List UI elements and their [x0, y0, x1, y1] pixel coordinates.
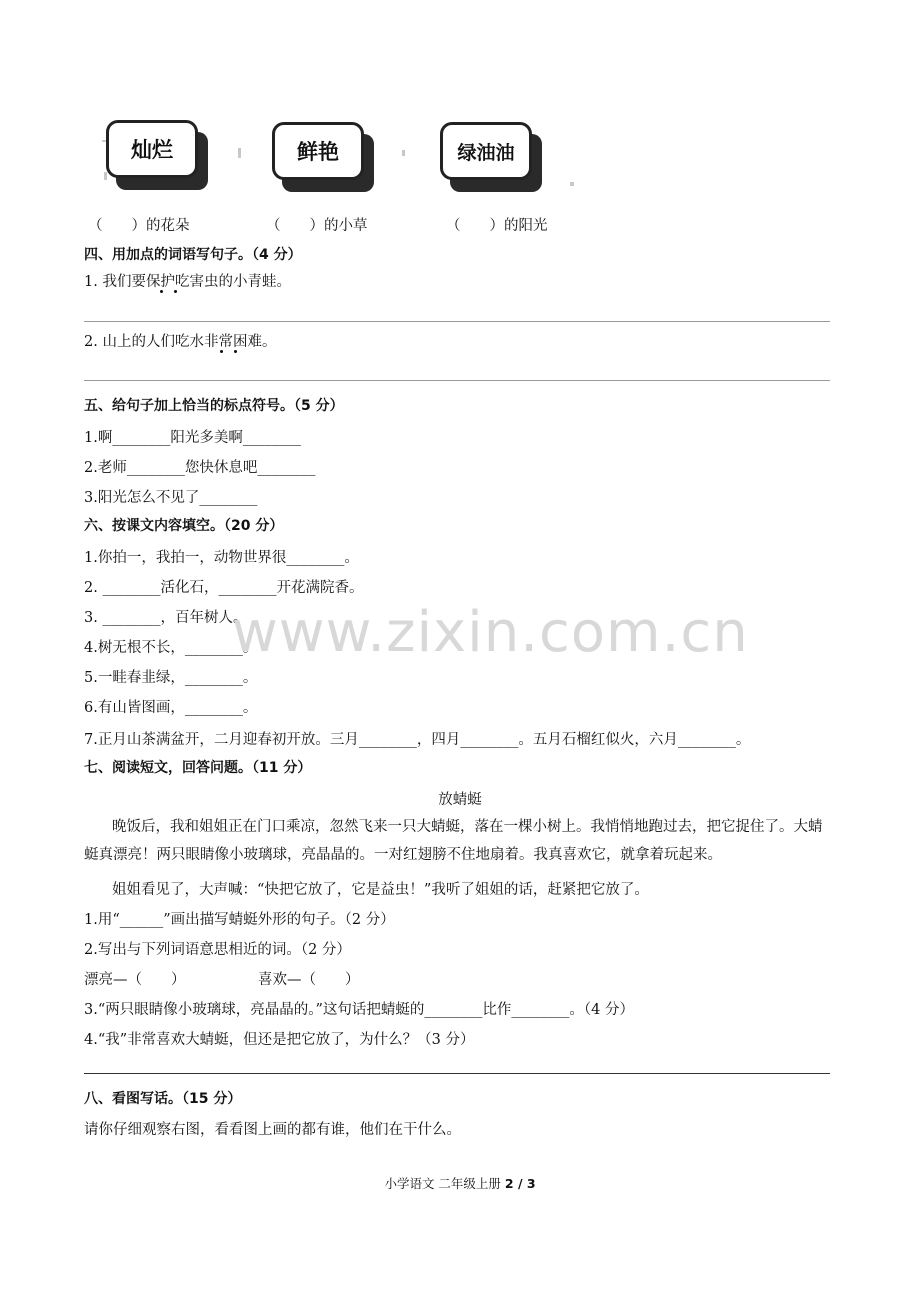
answer-line	[84, 321, 830, 322]
section-8-title: 八、看图写话。（15 分）	[84, 1091, 242, 1107]
emphasis-dot	[234, 350, 237, 353]
passage-paragraph-1: 晚饭后，我和姐姐正在门口乘凉，忽然飞来一只大蜻蜓，落在一棵小树上。我悄悄地跑过去，把它捉住了。大蜻蜓真漂亮！两只眼睛像小玻璃球，亮晶晶的。一对红翅膀不住地扇着。我真喜欢它，就拿着玩起来。	[84, 819, 823, 863]
s7-question-2a: 漂亮—（ ）	[84, 972, 186, 988]
page-footer	[0, 1174, 920, 1192]
passage-paragraph-2: 姐姐看见了，大声喊：“快把它放了，它是益虫！”我听了姐姐的话，赶紧把它放了。	[112, 882, 649, 898]
s4-question-2: 2. 山上的人们吃水非常困难。	[84, 334, 277, 350]
s8-question-1: 请你仔细观察右图，看看图上画的都有谁，他们在干什么。	[84, 1122, 461, 1138]
word-card-2	[272, 122, 372, 188]
emphasis-dot	[220, 350, 223, 353]
word-card-3-text: 绿油油	[440, 122, 532, 180]
word-card-1-text: 灿烂	[106, 120, 198, 178]
section-5-title: 五、给句子加上恰当的标点符号。（5 分）	[84, 398, 344, 414]
s6-question-6: 6.有山皆图画，________。	[84, 700, 258, 716]
s6-question-5: 5.一畦春韭绿，________。	[84, 670, 258, 686]
watermark: www.zixin.com.cn	[232, 600, 749, 665]
section-4-title: 四、用加点的词语写句子。（4 分）	[84, 247, 302, 263]
s5-question-3: 3.阳光怎么不见了________	[84, 490, 258, 506]
s5-question-1: 1.啊________阳光多美啊________	[84, 430, 301, 446]
s4-question-1: 1. 我们要保护吃害虫的小青蛙。	[84, 274, 291, 290]
s6-question-3: 3. ________，百年树人。	[84, 610, 248, 626]
blank-flowers: （ ）的花朵	[88, 218, 190, 234]
blank-grass: （ ）的小草	[266, 218, 368, 234]
passage-title: 放蜻蜓	[438, 792, 482, 808]
s7-question-3: 3.“两只眼睛像小玻璃球，亮晶晶的。”这句话把蜻蜓的________比作________。（4 分）	[84, 1002, 634, 1018]
s6-question-2: 2. ________活化石，________开花满院香。	[84, 580, 364, 596]
answer-line	[84, 380, 830, 381]
page-number: 2 / 3	[504, 1176, 536, 1191]
word-card-1	[106, 120, 206, 186]
s6-question-1: 1.你拍一，我拍一，动物世界很________。	[84, 550, 359, 566]
s6-question-4: 4.树无根不长，________。	[84, 640, 258, 656]
emphasis-dot	[174, 290, 177, 293]
s7-question-1: 1.用“______”画出描写蜻蜓外形的句子。（2 分）	[84, 912, 395, 928]
word-card-2-text: 鲜艳	[272, 122, 364, 180]
footer-text: 小学语文 二年级上册	[384, 1176, 505, 1191]
s7-question-2: 2.写出与下列词语意思相近的词。（2 分）	[84, 942, 351, 958]
s5-question-2: 2.老师________您快休息吧________	[84, 460, 316, 476]
word-card-3	[440, 122, 540, 188]
s7-question-4: 4.“我”非常喜欢大蜻蜓，但还是把它放了，为什么？（3 分）	[84, 1032, 475, 1048]
emphasis-dot	[160, 290, 163, 293]
blank-sunlight: （ ）的阳光	[446, 218, 548, 234]
section-7-title: 七、阅读短文，回答问题。（11 分）	[84, 760, 312, 776]
section-6-title: 六、按课文内容填空。（20 分）	[84, 518, 284, 534]
s7-question-2b: 喜欢—（ ）	[258, 972, 360, 988]
answer-line	[84, 1073, 830, 1074]
s6-question-7: 7.正月山茶满盆开，二月迎春初开放。三月________，四月________。五月石榴红似火，六月________。	[84, 732, 751, 748]
